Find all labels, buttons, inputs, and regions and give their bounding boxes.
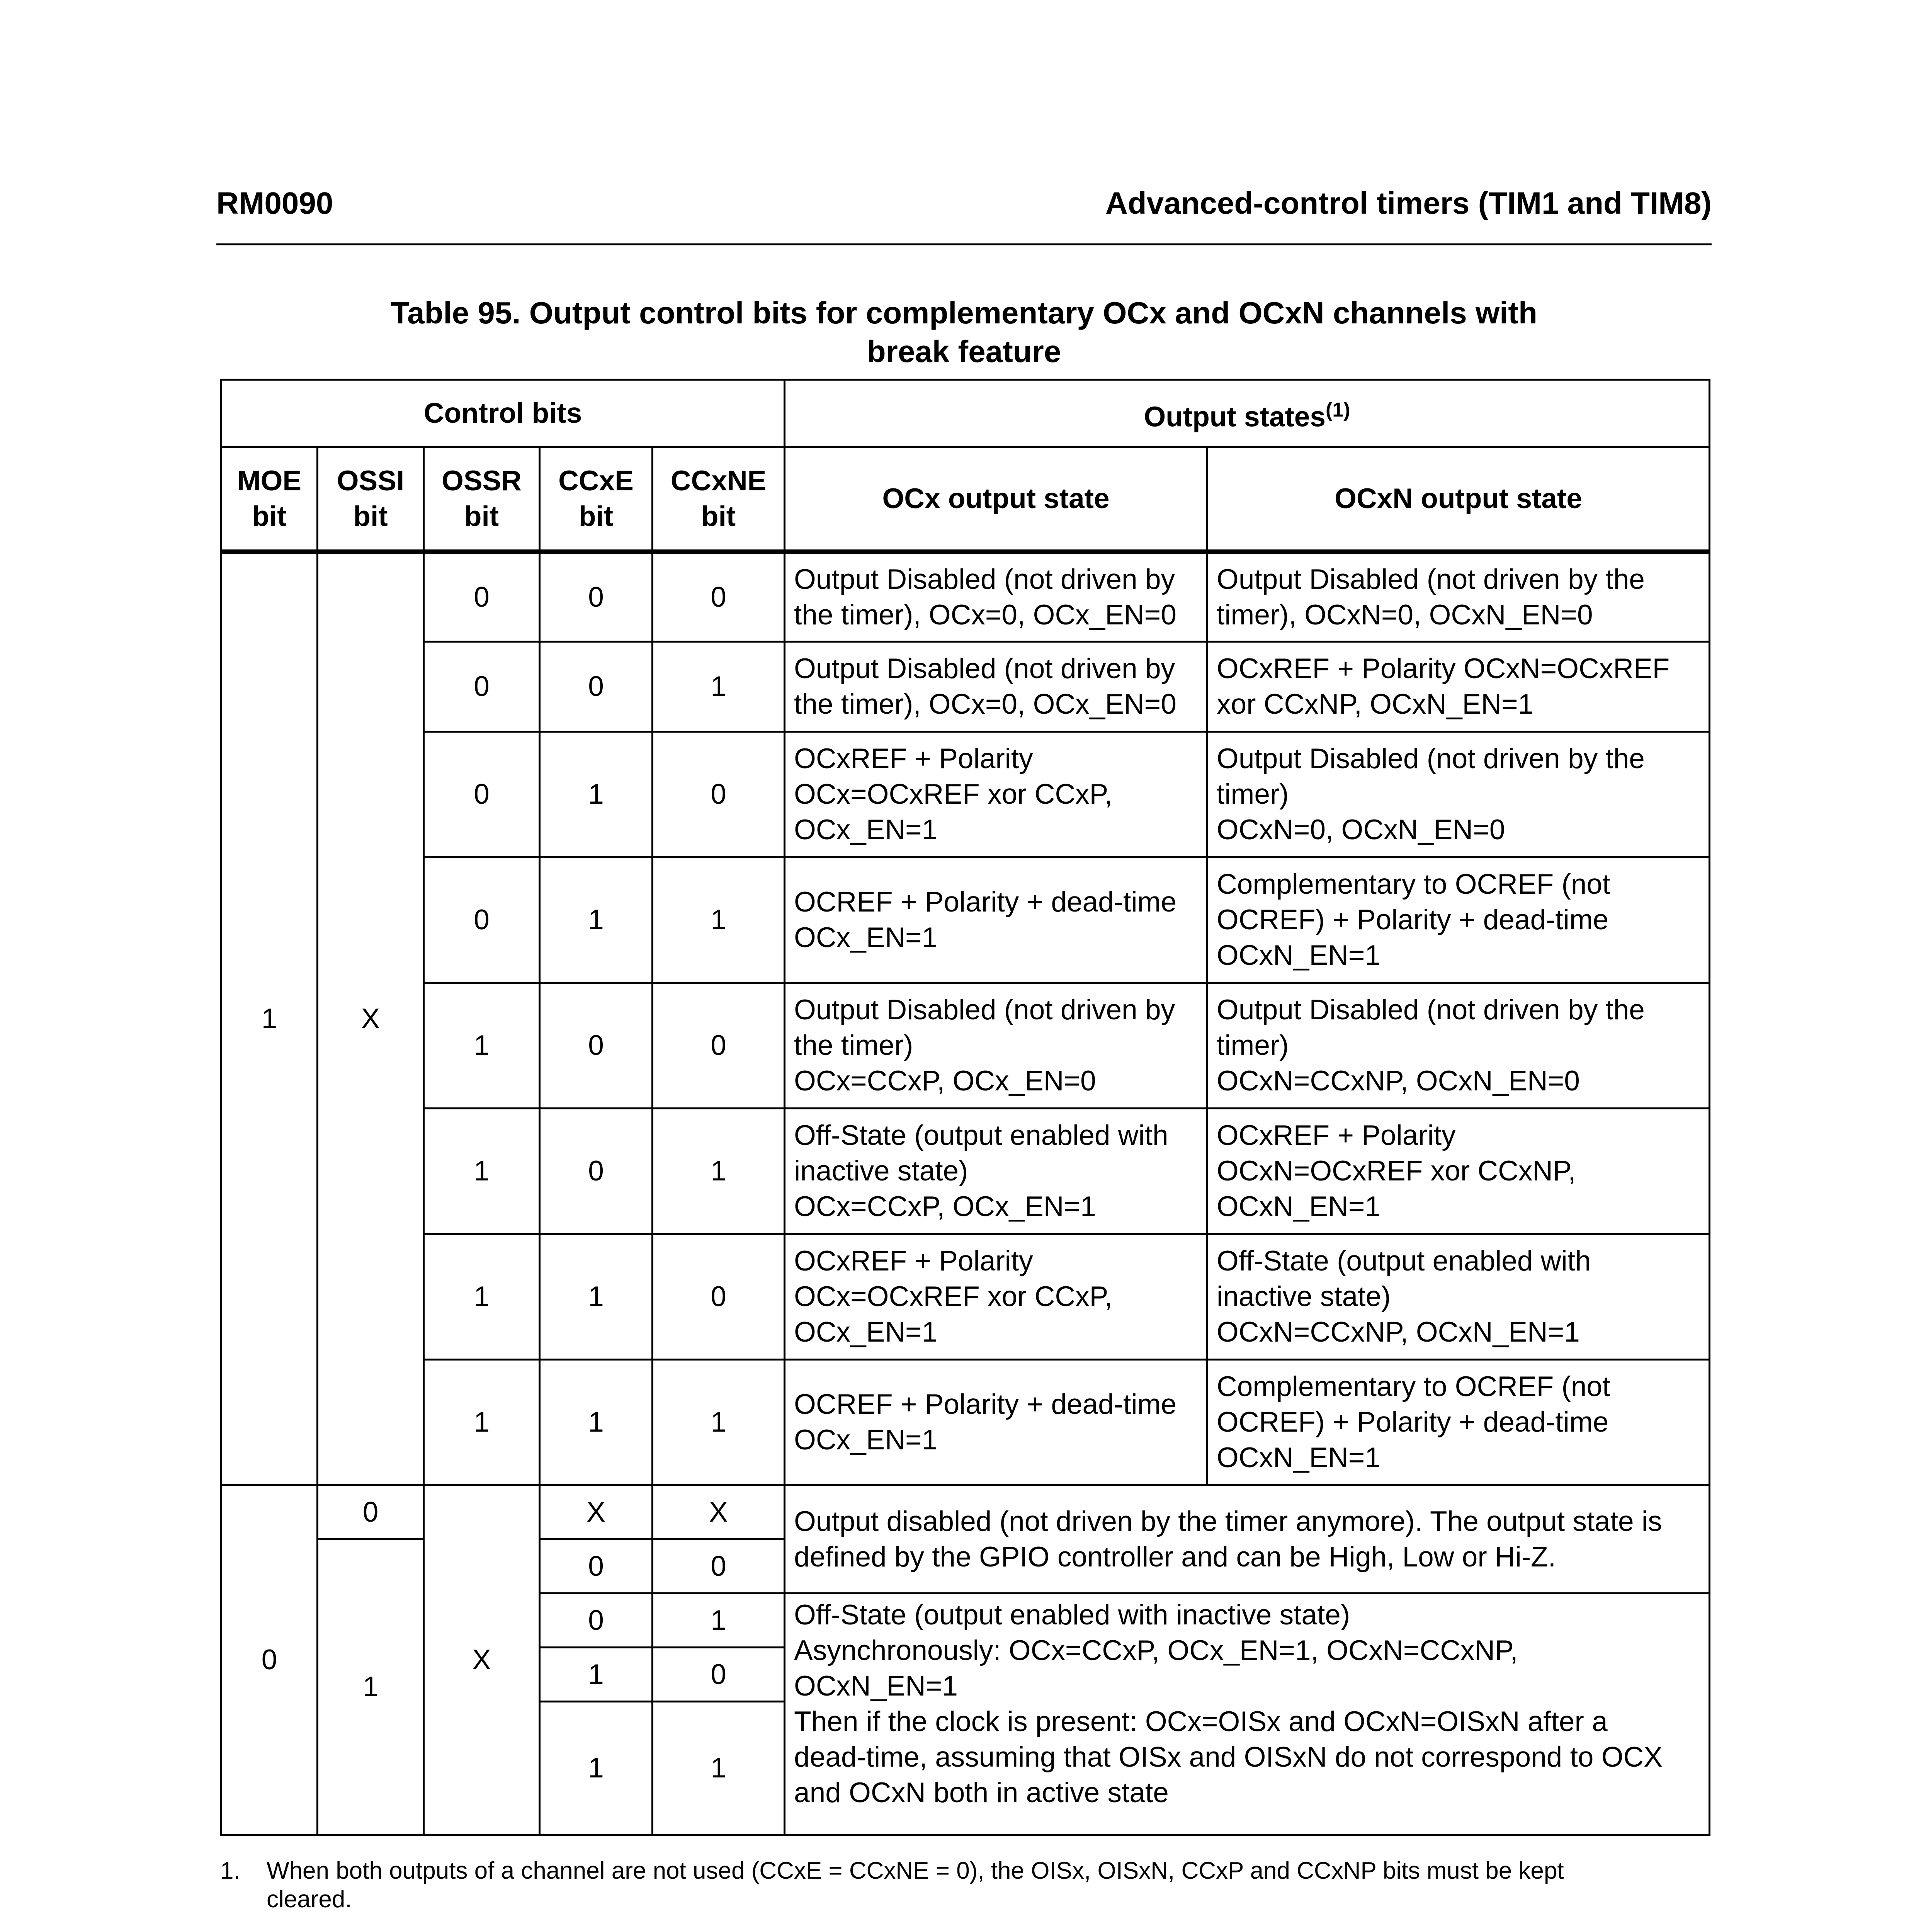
- cell-line: defined by the GPIO controller and can be High, Low or Hi-Z.: [794, 1541, 1556, 1573]
- output-disabled-cell: [785, 1485, 1710, 1594]
- cell-line: Complementary to OCREF (not: [1217, 1371, 1610, 1402]
- ocxn-state-cell: [1207, 642, 1710, 732]
- ossr-bit-header: [424, 447, 540, 552]
- ccxe-cell: 1: [540, 1702, 653, 1835]
- header-section-title: Advanced-control timers (TIM1 and TIM8): [1105, 186, 1712, 220]
- cell-line: OCREF + Polarity + dead-time: [794, 886, 1176, 918]
- table-caption: [216, 294, 1712, 371]
- cell-line: OCxREF + Polarity: [794, 1245, 1033, 1277]
- cell-line: timer): [1217, 779, 1289, 810]
- cell-line: Then if the clock is present: OCx=OISx and OCxN=OISxN after a: [794, 1706, 1608, 1737]
- ccxne-cell: 1: [653, 1109, 785, 1234]
- cell-line: OCREF) + Polarity + dead-time: [1217, 904, 1609, 935]
- cell-line: Output Disabled (not driven by: [794, 653, 1175, 684]
- table-row: [221, 857, 1710, 983]
- table-row: [221, 732, 1710, 857]
- footnote-line: When both outputs of a channel are not used (CCxE = CCxNE = 0), the OISx, OISxN, CCxP and CCxNP bits must be kept: [267, 1857, 1564, 1884]
- ccxe-cell: 1: [540, 1648, 653, 1702]
- ccxne-cell: 0: [653, 1539, 785, 1594]
- header-line: bit: [252, 500, 287, 532]
- ossr-cell: 0: [424, 642, 540, 732]
- ocx-state-cell: [785, 1234, 1207, 1360]
- ocx-state-cell: [785, 857, 1207, 983]
- ccxne-cell: 0: [653, 1234, 785, 1360]
- ocxn-state-cell: [1207, 1109, 1710, 1234]
- header-line: bit: [578, 500, 614, 532]
- table-caption-line: Table 95. Output control bits for complementary OCx and OCxN channels with: [391, 296, 1537, 330]
- footnote-number: 1.: [220, 1857, 240, 1884]
- output-states-footnote-ref: (1): [1326, 398, 1350, 421]
- table-caption-line: break feature: [867, 334, 1061, 369]
- group-header-row: [221, 380, 1710, 447]
- cell-line: Output Disabled (not driven by the: [1217, 743, 1645, 774]
- cell-line: dead-time, assuming that OISx and OISxN do not correspond to OCX: [794, 1742, 1663, 1773]
- ccxe-cell: 0: [540, 552, 653, 642]
- column-header-row: [221, 447, 1710, 552]
- cell-line: OCxN=OCxREF xor CCxNP,: [1217, 1155, 1576, 1187]
- output-states-header: [785, 380, 1710, 447]
- ocx-state-cell: [785, 983, 1207, 1109]
- cell-line: OCxREF + Polarity: [794, 743, 1033, 774]
- header-line: OSSI: [337, 465, 405, 497]
- ccxe-cell: 0: [540, 1109, 653, 1234]
- ccxe-cell: 1: [540, 1360, 653, 1485]
- cell-line: OCx_EN=1: [794, 1424, 938, 1456]
- ccxne-cell: 0: [653, 983, 785, 1109]
- ccxne-cell: 1: [653, 1594, 785, 1648]
- ossr-cell: 1: [424, 1360, 540, 1485]
- page-header: [216, 185, 1712, 245]
- cell-line: inactive state): [794, 1155, 968, 1187]
- ossr-cell: 1: [424, 983, 540, 1109]
- ccxe-cell: 1: [540, 857, 653, 983]
- ossi-bit-header: [318, 447, 424, 552]
- cell-line: Output disabled (not driven by the timer anymore). The output state is: [794, 1505, 1662, 1537]
- output-control-bits-table: [220, 379, 1710, 1836]
- ossi-cell: 0: [318, 1485, 424, 1539]
- ossr-cell: 0: [424, 857, 540, 983]
- moe-cell: 1: [221, 552, 318, 1485]
- header-line: CCxE: [558, 465, 634, 497]
- ocxn-state-cell: [1207, 1234, 1710, 1360]
- header-line: bit: [701, 500, 736, 532]
- footnote-text: [267, 1857, 1712, 1914]
- header-line: bit: [464, 500, 499, 532]
- cell-line: OCx=OCxREF xor CCxP,: [794, 779, 1113, 810]
- cell-line: OCxN_EN=1: [1217, 940, 1380, 971]
- ccxe-cell: 0: [540, 1539, 653, 1594]
- ccxne-cell: 1: [653, 1702, 785, 1835]
- cell-line: Output Disabled (not driven by: [794, 563, 1175, 595]
- ocxn-state-cell: [1207, 857, 1710, 983]
- ccxe-cell: 1: [540, 1234, 653, 1360]
- ccxe-cell: 0: [540, 642, 653, 732]
- control-bits-header: Control bits: [221, 380, 785, 447]
- cell-line: OCxREF + Polarity: [1217, 1120, 1456, 1151]
- table-row: [221, 552, 1710, 642]
- cell-line: the timer): [794, 1030, 913, 1061]
- cell-line: xor CCxNP, OCxN_EN=1: [1217, 689, 1534, 720]
- ocx-state-cell: [785, 642, 1207, 732]
- cell-line: OCxN_EN=1: [1217, 1191, 1380, 1222]
- footnote-line: cleared.: [267, 1886, 352, 1913]
- ocxn-state-cell: [1207, 1360, 1710, 1485]
- cell-line: Complementary to OCREF (not: [1217, 869, 1610, 900]
- cell-line: OCxN_EN=1: [794, 1670, 958, 1702]
- cell-line: OCxN=CCxNP, OCxN_EN=1: [1217, 1316, 1580, 1348]
- ccxne-cell: 0: [653, 732, 785, 857]
- ccxe-cell: X: [540, 1485, 653, 1539]
- cell-line: OCx_EN=1: [794, 814, 938, 845]
- cell-line: Output Disabled (not driven by the: [1217, 563, 1645, 595]
- table-row: [221, 1109, 1710, 1234]
- ccxne-cell: 1: [653, 857, 785, 983]
- cell-line: OCREF) + Polarity + dead-time: [1217, 1406, 1609, 1438]
- ocx-state-cell: [785, 552, 1207, 642]
- ccxne-cell: 0: [653, 1648, 785, 1702]
- cell-line: Off-State (output enabled with inactive state): [794, 1599, 1350, 1631]
- table-row: [221, 642, 1710, 732]
- cell-line: OCx=CCxP, OCx_EN=1: [794, 1191, 1096, 1222]
- ocx-state-cell: [785, 732, 1207, 857]
- cell-line: OCx_EN=1: [794, 922, 938, 953]
- table-row: [221, 1360, 1710, 1485]
- cell-line: OCxREF + Polarity OCxN=OCxREF: [1217, 653, 1670, 684]
- moe-cell: 0: [221, 1485, 318, 1835]
- ossr-cell: 1: [424, 1234, 540, 1360]
- ossi-cell: 1: [318, 1539, 424, 1835]
- ocxn-state-cell: [1207, 983, 1710, 1109]
- cell-line: Asynchronously: OCx=CCxP, OCx_EN=1, OCxN=CCxNP,: [794, 1635, 1518, 1666]
- ossi-cell: X: [318, 552, 424, 1485]
- table-footnote: [220, 1857, 1712, 1914]
- ocx-state-cell: [785, 1360, 1207, 1485]
- cell-line: timer), OCxN=0, OCxN_EN=0: [1217, 599, 1593, 631]
- cell-line: OCxN=0, OCxN_EN=0: [1217, 814, 1505, 845]
- moe-bit-header: [221, 447, 318, 552]
- cell-line: Output Disabled (not driven by: [794, 994, 1175, 1026]
- cell-line: OCREF + Polarity + dead-time: [794, 1389, 1176, 1420]
- ossr-cell: 0: [424, 732, 540, 857]
- table-row: [221, 1485, 1710, 1539]
- cell-line: the timer), OCx=0, OCx_EN=0: [794, 689, 1176, 720]
- cell-line: Output Disabled (not driven by the: [1217, 994, 1645, 1026]
- header-line: bit: [353, 500, 388, 532]
- ccxe-bit-header: [540, 447, 653, 552]
- ocxn-output-state-header: OCxN output state: [1207, 447, 1710, 552]
- cell-line: Off-State (output enabled with: [1217, 1245, 1591, 1277]
- ccxne-cell: 1: [653, 1360, 785, 1485]
- header-line: OSSR: [442, 465, 522, 497]
- ccxe-cell: 0: [540, 1594, 653, 1648]
- ccxe-cell: 0: [540, 983, 653, 1109]
- header-line: CCxNE: [670, 465, 767, 497]
- ossr-cell: 0: [424, 552, 540, 642]
- ocx-state-cell: [785, 1109, 1207, 1234]
- ccxne-bit-header: [653, 447, 785, 552]
- ccxne-cell: X: [653, 1485, 785, 1539]
- cell-line: the timer), OCx=0, OCx_EN=0: [794, 599, 1176, 631]
- cell-line: OCxN=CCxNP, OCxN_EN=0: [1217, 1065, 1580, 1097]
- table-row: [221, 983, 1710, 1109]
- header-doc-id: RM0090: [216, 186, 333, 220]
- cell-line: and OCxN both in active state: [794, 1777, 1169, 1808]
- output-states-label: Output states: [1144, 401, 1326, 433]
- ocxn-state-cell: [1207, 552, 1710, 642]
- cell-line: OCx_EN=1: [794, 1316, 938, 1348]
- cell-line: timer): [1217, 1030, 1289, 1061]
- ccxne-cell: 1: [653, 642, 785, 732]
- table-row: [221, 1234, 1710, 1360]
- ccxe-cell: 1: [540, 732, 653, 857]
- header-line: MOE: [237, 465, 302, 497]
- ossr-cell: X: [424, 1485, 540, 1835]
- ocx-output-state-header: OCx output state: [785, 447, 1207, 552]
- cell-line: OCx=CCxP, OCx_EN=0: [794, 1065, 1096, 1097]
- cell-line: OCx=OCxREF xor CCxP,: [794, 1281, 1113, 1312]
- ossr-cell: 1: [424, 1109, 540, 1234]
- cell-line: OCxN_EN=1: [1217, 1442, 1380, 1473]
- cell-line: Off-State (output enabled with: [794, 1120, 1168, 1151]
- cell-line: inactive state): [1217, 1281, 1391, 1312]
- ocxn-state-cell: [1207, 732, 1710, 857]
- off-state-cell: [785, 1594, 1710, 1835]
- ccxne-cell: 0: [653, 552, 785, 642]
